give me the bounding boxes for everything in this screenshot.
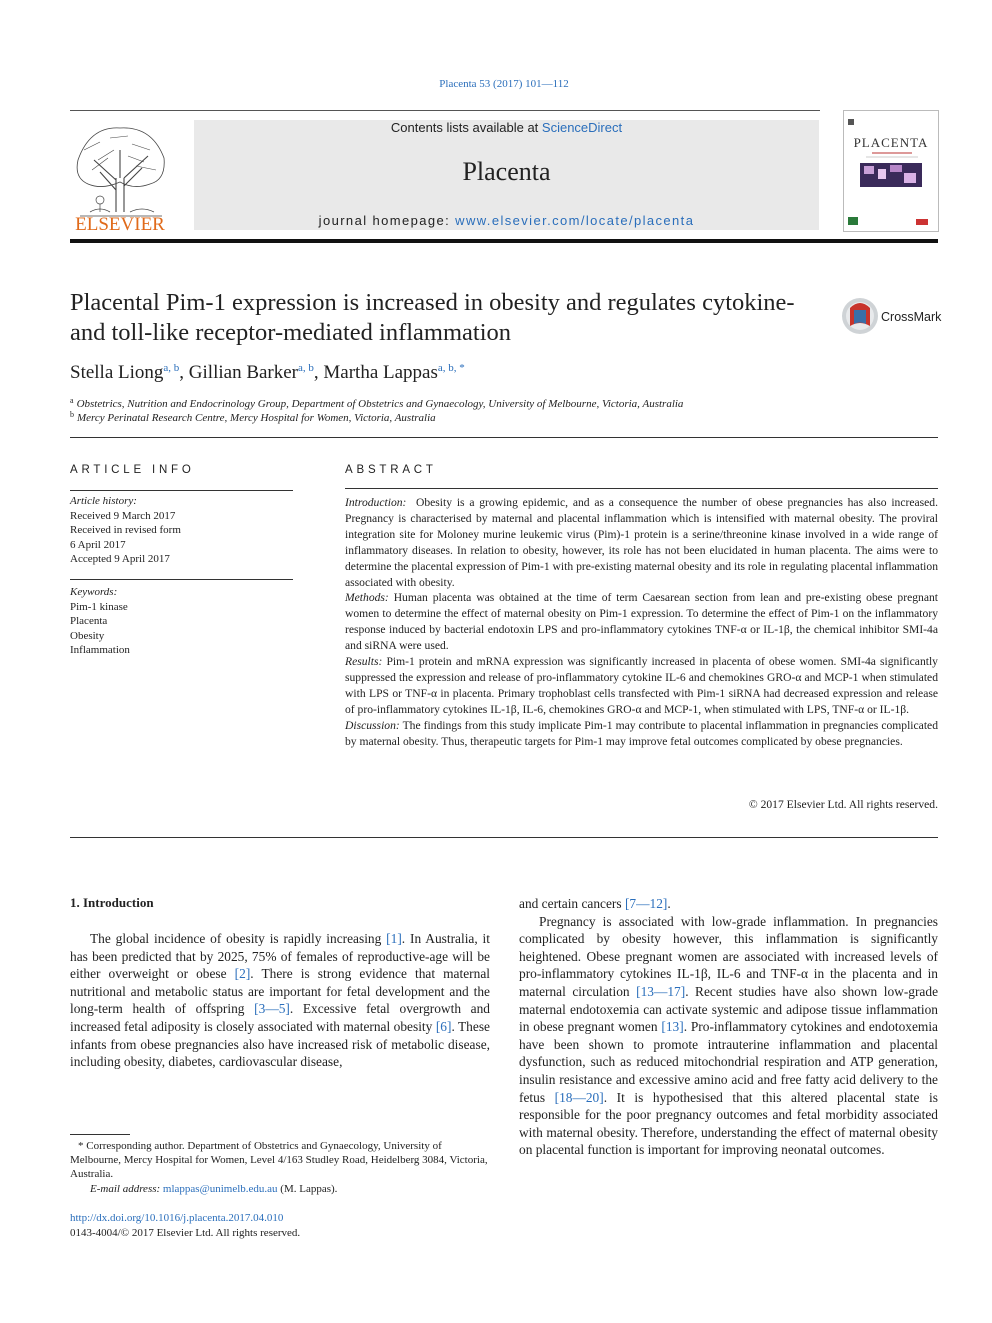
homepage-prefix: journal homepage:	[318, 213, 456, 228]
tree-icon	[77, 128, 164, 216]
contents-prefix: Contents lists available at	[390, 120, 542, 135]
abstract-discussion	[345, 718, 938, 750]
citation-link[interactable]: [7—12]	[624, 896, 668, 911]
section-heading-introduction: 1. Introduction	[70, 895, 154, 910]
paragraph-text: . Excessive fetal overgrowth and increased fetal adiposity is closely associated with maternal obesity	[70, 1001, 491, 1034]
homepage-link[interactable]: www.elsevier.com/locate/placenta	[455, 213, 695, 228]
author-affil-marks[interactable]: a, b, *	[437, 362, 465, 374]
author-separator: ,	[313, 362, 324, 383]
abstract-divider	[70, 837, 938, 838]
citation-link[interactable]: [1]	[386, 931, 402, 946]
paragraph-text: . It is hypothesised that this altered placental state is responsible for the poor pregnancy outcomes and fetal morbidity associated with maternal obesity. Therefore, understanding the effect of maternal obesity on placental function is important for improving neonatal outcomes.	[519, 1089, 938, 1158]
cover-mark-icon	[848, 119, 854, 125]
keywords-rule	[70, 579, 293, 580]
citation-link[interactable]: [18—20]	[554, 1089, 604, 1105]
abstract-copyright: © 2017 Elsevier Ltd. All rights reserved.	[748, 798, 938, 811]
paragraph-text: Pregnancy is associated with low-grade inflammation. In pregnancies complicated by obesity however, this inflammation is significantly heightened. Obese pregnant women are associated with increased levels of pro-inflammatory cytokines IL-1β, IL-6 and TNF-α in the placenta and in maternal circulation	[519, 913, 938, 999]
journal-name: Placenta	[462, 157, 551, 186]
paragraph-text: . These infants from obese pregnancies also have increased risk of metabolic disease, including obesity, diabetes, cardiovascular disease,	[70, 1018, 490, 1070]
keyword-item: Obesity	[70, 629, 105, 642]
keyword-item: Pim-1 kinase	[70, 600, 128, 613]
paragraph-text: . There is strong evidence that maternal nutritional and metabolic status are important for fetal development and the long-term health of offspring	[70, 966, 490, 1017]
abstract-section-text: Human placenta was obtained at the time of term Caesarean section from lean and pre-existing obese pregnant women to determine the effect of maternal obesity on Pim-1 expression. To determine the effect of Pim-1 on the inflammatory response induced by bacterial endotoxin LPS and pro-inflammatory cytokines TNF-α or IL-1β, the chemical inhibitor SMI-4a and siRNA were used.	[345, 591, 938, 653]
crossmark-label: CrossMark	[881, 310, 942, 324]
affiliation-text: Mercy Perinatal Research Centre, Mercy Hospital for Women, Victoria, Australia	[77, 412, 436, 424]
body-paragraph	[519, 913, 938, 1159]
article-info-heading: ARTICLE INFO	[70, 464, 195, 476]
author-affil-marks[interactable]: a, b	[298, 362, 314, 374]
footnote-rule	[70, 1134, 130, 1135]
crossmark-badge[interactable]	[840, 296, 945, 336]
citation-link[interactable]: [3—5]	[254, 1001, 290, 1017]
email-suffix: (M. Lappas).	[277, 1182, 338, 1195]
paragraph-text: .	[667, 896, 671, 911]
author-name[interactable]: Gillian Barker	[188, 362, 299, 383]
paragraph-text: and certain cancers	[519, 896, 625, 911]
elsevier-logo	[70, 120, 170, 234]
body-column-right	[519, 895, 938, 1159]
history-item: Received in revised form	[70, 524, 181, 537]
article-info-rule	[70, 490, 293, 491]
abstract-methods	[345, 590, 938, 654]
abstract-section-text: Obesity is a growing epidemic, and as a consequence the number of obese pregnancies has also increased. Pregnancy is characterised by maternal and placental inflammation which is intensified with maternal obesity. The proviral integration site for Moloney murine leukemic virus (Pim)-1 protein is a serine/threonine kinase involved in a wide range of inflammatory diseases. In relation to obesity, however, its role has not been elucidated in human placenta. The aims were to determine the placental expression of Pim-1 with pre-existing maternal obesity and its role in regulating placental inflammation associated with obesity.	[345, 496, 938, 589]
history-item: Received 9 March 2017	[70, 509, 176, 522]
citation-link[interactable]: [13—17]	[636, 983, 686, 999]
title-block-divider	[70, 437, 938, 438]
affiliation-a	[70, 396, 683, 410]
paragraph-text: The global incidence of obesity is rapidly increasing	[90, 931, 387, 946]
abstract-body	[345, 495, 938, 750]
author-name[interactable]: Stella Liong	[70, 362, 164, 383]
keywords-label: Keywords:	[70, 586, 118, 598]
email-line	[70, 1182, 490, 1196]
abstract-section-text: The findings from this study implicate Pim-1 may contribute to placental inflammation in pregnancies complicated by maternal obesity. Thus, therapeutic targets for Pim-1 may improve fetal outcomes complicated by obese pregnancies.	[345, 718, 938, 748]
abstract-introduction	[345, 495, 938, 590]
affiliation-mark: b	[70, 410, 74, 419]
email-link[interactable]: mlappas@unimelb.edu.au	[162, 1182, 278, 1195]
header-thick-rule	[70, 239, 938, 243]
issn-line: 0143-4004/© 2017 Elsevier Ltd. All rights reserved.	[70, 1227, 301, 1239]
elsevier-wordmark: ELSEVIER	[75, 214, 165, 234]
affiliation-mark: a	[70, 396, 74, 405]
email-label: E-mail address:	[90, 1182, 161, 1195]
cover-footer-logo	[848, 217, 858, 225]
abstract-section-label: Introduction:	[345, 496, 407, 509]
history-item: 6 April 2017	[70, 538, 126, 551]
author-separator: ,	[179, 362, 189, 383]
history-item: Accepted 9 April 2017	[70, 553, 170, 566]
cover-title: PLACENTA	[853, 135, 929, 150]
author-list	[70, 362, 465, 384]
citation-link[interactable]: [13]	[661, 1019, 684, 1035]
doi-link[interactable]: http://dx.doi.org/10.1016/j.placenta.2017.04.010	[70, 1212, 284, 1224]
keyword-item: Inflammation	[70, 644, 130, 657]
header-divider	[70, 110, 820, 111]
journal-homepage	[194, 213, 819, 228]
body-paragraph	[70, 930, 490, 1071]
abstract-section-label: Methods:	[345, 591, 389, 605]
abstract-section-label: Results:	[345, 655, 383, 669]
abstract-heading: ABSTRACT	[345, 464, 437, 476]
abstract-results	[345, 654, 938, 718]
paragraph-text: . Recent studies have also shown low-grade maternal endotoxemia can activate systemic and adipose tissue inflammation in obese pregnant women	[519, 983, 939, 1035]
author-affil-marks[interactable]: a, b	[163, 362, 180, 374]
article-history	[70, 494, 181, 567]
sciencedirect-link[interactable]: ScienceDirect	[541, 120, 623, 135]
doi-block	[70, 1211, 300, 1241]
paragraph-text: . In Australia, it has been predicted that by 2025, 75% of females of reproductive-age will be either overweight or obese	[70, 931, 491, 982]
history-label: Article history:	[70, 495, 137, 507]
body-column-left	[70, 930, 490, 1071]
article-title: Placental Pim-1 expression is increased in obesity and regulates cytokine- and toll-like receptor-mediated inflammation	[70, 289, 795, 346]
corresponding-author-text: * Corresponding author. Department of Obstetrics and Gynaecology, University of Melbourne, Mercy Hospital for Women, Level 4/163 Studley Road, Heidelberg 3084, Victoria, Australia.	[70, 1140, 488, 1181]
citation-link[interactable]: [2]	[234, 966, 251, 982]
citation-link[interactable]: [6]	[435, 1018, 452, 1034]
abstract-section-label: Discussion:	[345, 718, 400, 732]
contents-line	[194, 120, 819, 135]
keyword-item: Placenta	[70, 615, 108, 628]
affiliation-b	[70, 410, 436, 424]
corresponding-author-footnote	[70, 1139, 490, 1196]
keywords	[70, 585, 130, 658]
author-name[interactable]: Martha Lappas	[323, 362, 438, 383]
abstract-section-text: Pim-1 protein and mRNA expression was significantly increased in placenta of obese women. SMI-4a significantly suppressed the expression and release of pro-inflammatory cytokine IL-6 and chemokines GRO-α and MCP-1 when stimulated with LPS or TNF-α in placenta. Primary trophoblast cells transfected with Pim-1 siRNA had decreased expression and release of pro-inflammatory cytokines IL-1β, IL-6, chemokines GRO-α and MCP-1, when stimulated with LPS, TNF-α or IL-1β.	[345, 655, 938, 716]
paragraph-text: . Pro-inflammatory cytokines and endotoxemia have been shown to promote intrauterine inflammation and placental dysfunction, such as reduced mitochondrial respiration and ATP generation, insulin resistance and excessive amino acid and free fatty acid delivery to the fetus	[519, 1019, 938, 1105]
journal-cover-thumbnail	[843, 110, 939, 232]
affiliation-text: Obstetrics, Nutrition and Endocrinology Group, Department of Obstetrics and Gynaecology, University of Melbourne, Victoria, Australia	[76, 398, 684, 410]
abstract-rule	[345, 488, 938, 489]
body-paragraph	[519, 895, 938, 913]
crossmark-icon	[842, 298, 878, 334]
journal-reference[interactable]: Placenta 53 (2017) 101—112	[439, 78, 569, 90]
